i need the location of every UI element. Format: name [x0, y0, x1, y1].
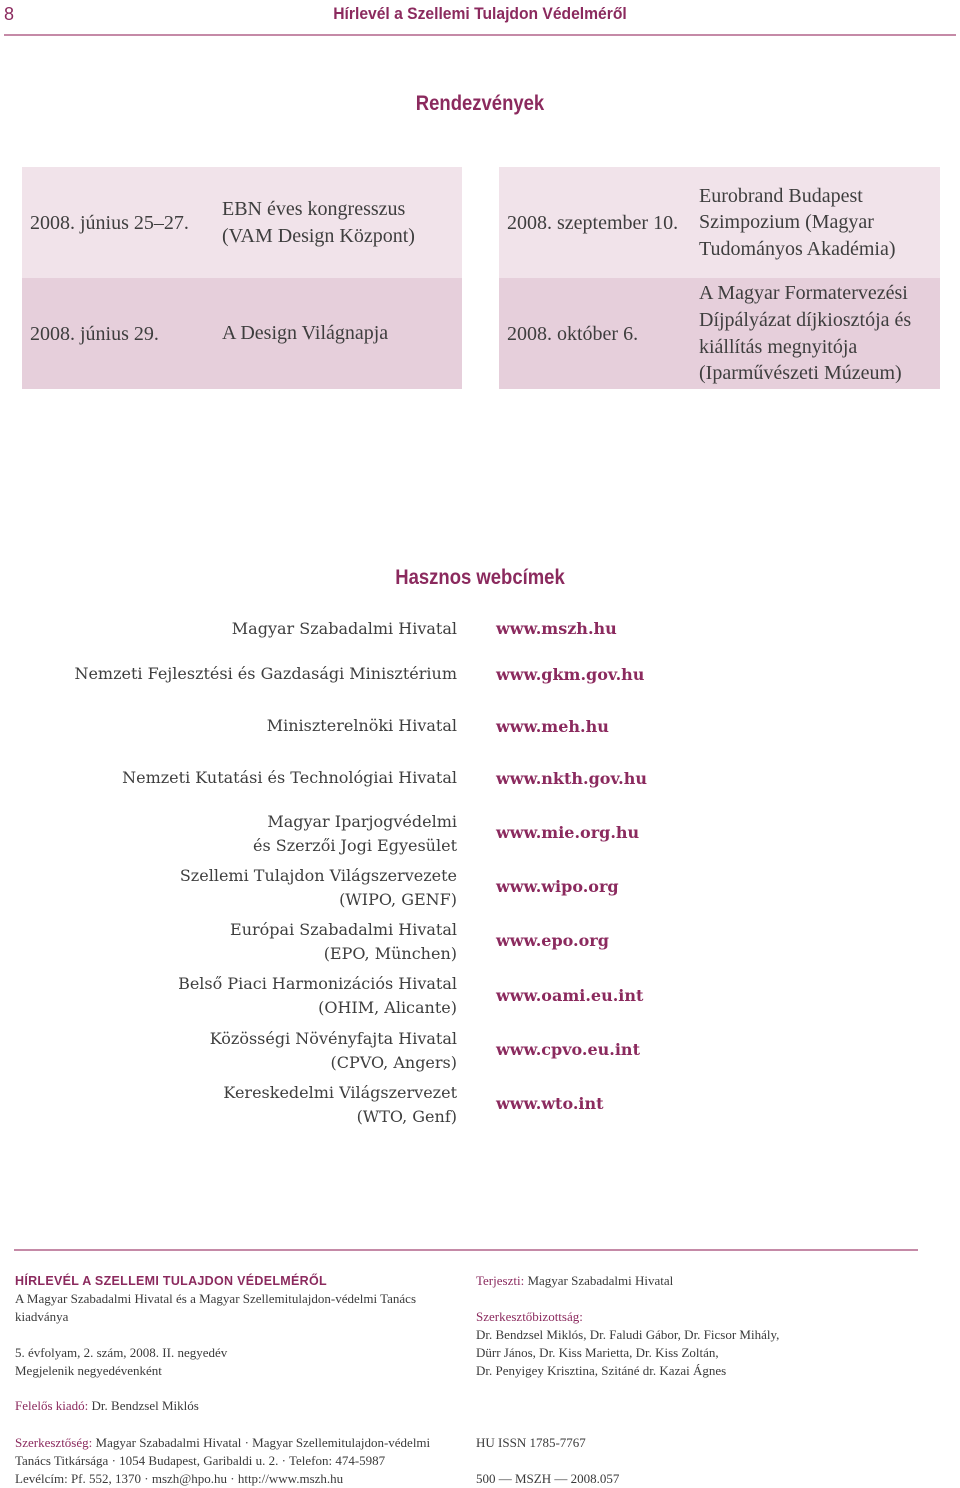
header-divider — [4, 34, 956, 36]
link-oami[interactable]: www.oami.eu.int — [496, 986, 644, 1005]
link-wto[interactable]: www.wto.int — [496, 1094, 604, 1113]
colophon-title: HÍRLEVÉL A SZELLEMI TULAJDON VÉDELMÉRŐL — [15, 1274, 327, 1288]
colophon-publisher: A Magyar Szabadalmi Hivatal és a Magyar Szellemitulajdon-védelmi Tanács kiadványa — [15, 1291, 417, 1324]
link-mszh[interactable]: www.mszh.hu — [496, 619, 617, 638]
newsletter-title: Hírlevél a Szellemi Tulajdon Védelméről — [333, 4, 627, 23]
event-date-design-day: 2008. június 29. — [22, 278, 222, 389]
event-desc-formatervezes: A Magyar Formatervezési Díjpályázat díjkiosztója és kiállítás megnyitója (Iparművészeti Múzeum) — [699, 278, 940, 389]
event-date-ebn: 2008. június 25–27. — [22, 167, 222, 278]
page-number: 8 — [4, 4, 15, 24]
colophon-responsible: Felelős kiadó: Dr. Bendzsel Miklós — [15, 1398, 199, 1413]
org-name: Nemzeti Fejlesztési és Gazdasági Minisztérium — [74, 664, 457, 683]
link-epo[interactable]: www.epo.org — [496, 931, 609, 950]
link-cpvo[interactable]: www.cpvo.eu.int — [496, 1040, 640, 1059]
event-desc-design-day: A Design Világnapja — [222, 278, 462, 389]
event-desc-eurobrand: Eurobrand Budapest Szimpozium (Magyar Tudományos Akadémia) — [699, 167, 940, 278]
colophon-volume: 5. évfolyam, 2. szám, 2008. II. negyedév Megjelenik negyedévenként — [15, 1345, 228, 1378]
org-name: Európai Szabadalmi Hivatal (EPO, München) — [230, 920, 457, 963]
event-desc-ebn: EBN éves kongresszus (VAM Design Központ) — [222, 167, 462, 278]
link-meh[interactable]: www.meh.hu — [496, 717, 609, 736]
colophon-issn: HU ISSN 1785-7767 — [476, 1435, 586, 1450]
org-name: Magyar Szabadalmi Hivatal — [231, 619, 457, 638]
link-nkth[interactable]: www.nkth.gov.hu — [496, 769, 647, 788]
colophon-distributor: Terjeszti: Magyar Szabadalmi Hivatal — [476, 1273, 674, 1288]
colophon-office: Szerkesztőség: Magyar Szabadalmi Hivatal · Magyar Szellemitulajdon-védelmi Tanács Titkársága · 1054 Budapest, Garibaldi u. 2. · Telefon: 474-5987 Levélcím: Pf. 552, 1370 · mszh@hpo.hu · http://www.mszh.hu — [15, 1435, 431, 1486]
links-heading: Hasznos webcímek — [395, 566, 565, 589]
colophon-board: Szerkesztőbizottság: Dr. Bendzsel Miklós, Dr. Faludi Gábor, Dr. Ficsor Mihály, Dürr János, Dr. Kiss Marietta, Dr. Kiss Zoltán, Dr. Penyigey Krisztina, Szitáné dr. Kazai Ágnes — [476, 1309, 780, 1378]
org-name: Nemzeti Kutatási és Technológiai Hivatal — [122, 768, 457, 787]
link-mie[interactable]: www.mie.org.hu — [496, 823, 640, 842]
org-name: Belső Piaci Harmonizációs Hivatal (OHIM, Alicante) — [178, 974, 457, 1017]
colophon-print-code: 500 — MSZH — 2008.057 — [476, 1471, 620, 1486]
footer-divider — [14, 1249, 918, 1251]
org-name: Közösségi Növényfajta Hivatal (CPVO, Angers) — [209, 1029, 457, 1072]
org-name: Kereskedelmi Világszervezet (WTO, Genf) — [223, 1083, 457, 1126]
link-gkm[interactable]: www.gkm.gov.hu — [496, 665, 645, 684]
org-name: Miniszterelnöki Hivatal — [266, 716, 457, 735]
org-name: Magyar Iparjogvédelmi és Szerzői Jogi Egyesület — [253, 812, 457, 855]
org-name: Szellemi Tulajdon Világszervezete (WIPO, GENF) — [179, 866, 457, 909]
event-date-eurobrand: 2008. szeptember 10. — [499, 167, 699, 278]
link-wipo[interactable]: www.wipo.org — [496, 877, 619, 896]
event-date-formatervezes: 2008. október 6. — [499, 278, 699, 389]
events-heading: Rendezvények — [415, 92, 545, 115]
